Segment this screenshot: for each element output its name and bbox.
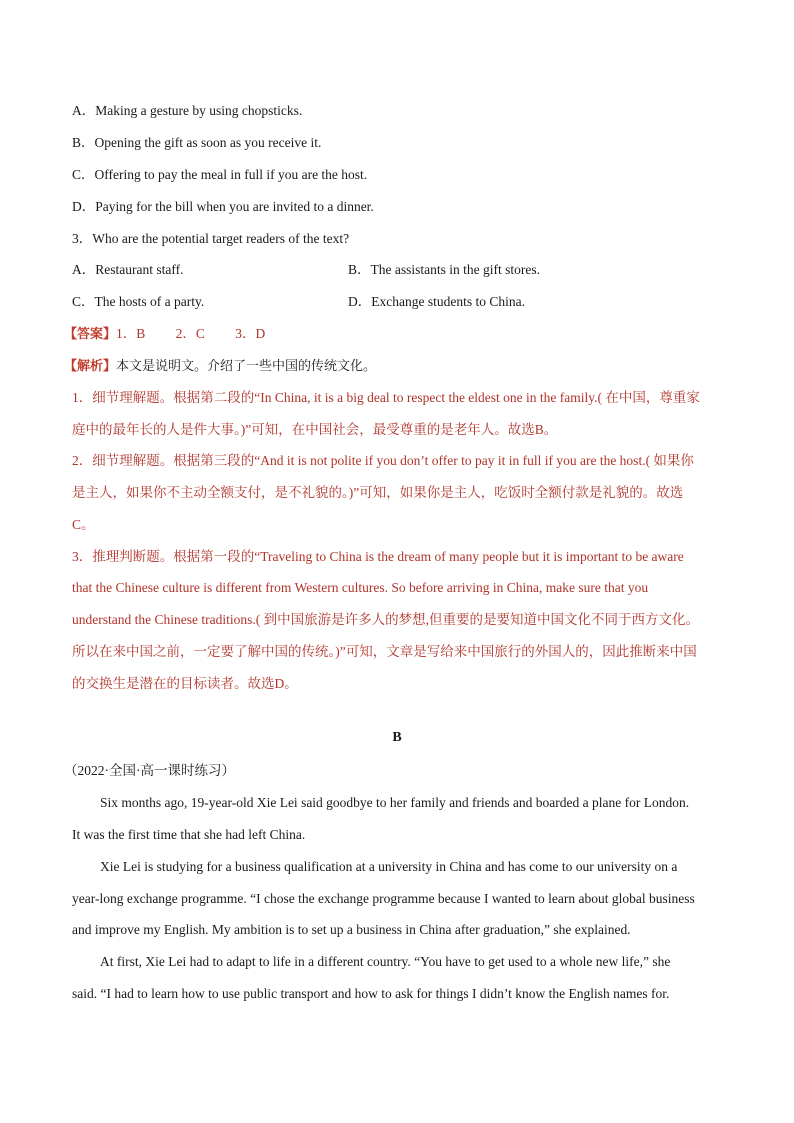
passage-line-2: It was the first time that she had left China. — [72, 827, 306, 842]
q3-option-c: C．The hosts of a party. — [72, 294, 205, 309]
q3-option-b: B．The assistants in the gift stores. — [348, 262, 540, 277]
q3-option-d: D．Exchange students to China. — [348, 294, 525, 309]
answer-text: 1．B 2．C 3．D — [116, 326, 266, 341]
analysis-line-10: 的交换生是潜在的目标读者。故选D。 — [72, 676, 298, 691]
analysis-line-7: that the Chinese culture is different from Western cultures. So before arriving in China, make sure that you — [72, 580, 649, 595]
analysis-line-2: 庭中的最年长的人是件大事。)”可知，在中国社会，最受尊重的是老年人。故选B。 — [72, 422, 558, 437]
q3-stem: 3．Who are the potential target readers of the text? — [72, 231, 350, 246]
passage-line-3: Xie Lei is studying for a business qualification at a university in China and has come to our university on a — [100, 859, 678, 874]
q2-option-c: C．Offering to pay the meal in full if you are the host. — [72, 167, 368, 182]
passage-line-4: year-long exchange programme. “I chose the exchange programme because I wanted to learn about global business — [72, 891, 695, 906]
analysis-header — [64, 356, 716, 377]
answer-label: 【答案】 — [64, 327, 117, 342]
analysis-line-1: 1．细节理解题。根据第二段的“In China, it is a big deal to respect the eldest one in the family.( 在中国，尊重家 — [72, 390, 700, 405]
analysis-line-8: understand the Chinese traditions.( 到中国旅游是许多人的梦想,但重要的是要知道中国文化不同于西方文化。 — [72, 612, 699, 627]
q3-options-row-1 — [72, 260, 724, 280]
passage-line-5: and improve my English. My ambition is to set up a business in China after graduation,” she explained. — [72, 922, 631, 937]
analysis-line-4: 是主人，如果你不主动全额支付，是不礼貌的。)”可知，如果你是主人，吃饭时全额付款是礼貌的。故选 — [72, 485, 684, 500]
passage-line-1: Six months ago, 19-year-old Xie Lei said goodbye to her family and friends and boarded a plane for London. — [100, 795, 690, 810]
q2-option-a: A．Making a gesture by using chopsticks. — [72, 103, 303, 118]
answer-line — [64, 324, 716, 345]
q3-options-row-2 — [72, 292, 724, 312]
analysis-label: 【解析】 — [64, 359, 117, 374]
q3-option-a: A．Restaurant staff. — [72, 262, 184, 277]
section-heading: B — [392, 730, 402, 745]
analysis-line-5: C。 — [72, 517, 95, 532]
q2-option-d: D．Paying for the bill when you are invited to a dinner. — [72, 199, 374, 214]
passage-line-7: said. “I had to learn how to use public transport and how to ask for things I didn’t know the English names for. — [72, 986, 670, 1001]
q2-option-b: B．Opening the gift as soon as you receive it. — [72, 135, 322, 150]
analysis-line-9: 所以在来中国之前，一定要了解中国的传统。)”可知，文章是写给来中国旅行的外国人的，因此推断来中国 — [72, 644, 697, 659]
section-source: （2022·全国·高一课时练习） — [64, 763, 235, 778]
analysis-line-3: 2．细节理解题。根据第三段的“And it is not polite if you don’t offer to pay it in full if you are the host.( 如果你 — [72, 453, 694, 468]
passage-line-6: At first, Xie Lei had to adapt to life in a different country. “You have to get used to a whole new life,” she — [100, 954, 671, 969]
analysis-line-6: 3．推理判断题。根据第一段的“Traveling to China is the dream of many people but it is important to be aware — [72, 549, 684, 564]
analysis-intro: 本文是说明文。介绍了一些中国的传统文化。 — [116, 359, 377, 374]
